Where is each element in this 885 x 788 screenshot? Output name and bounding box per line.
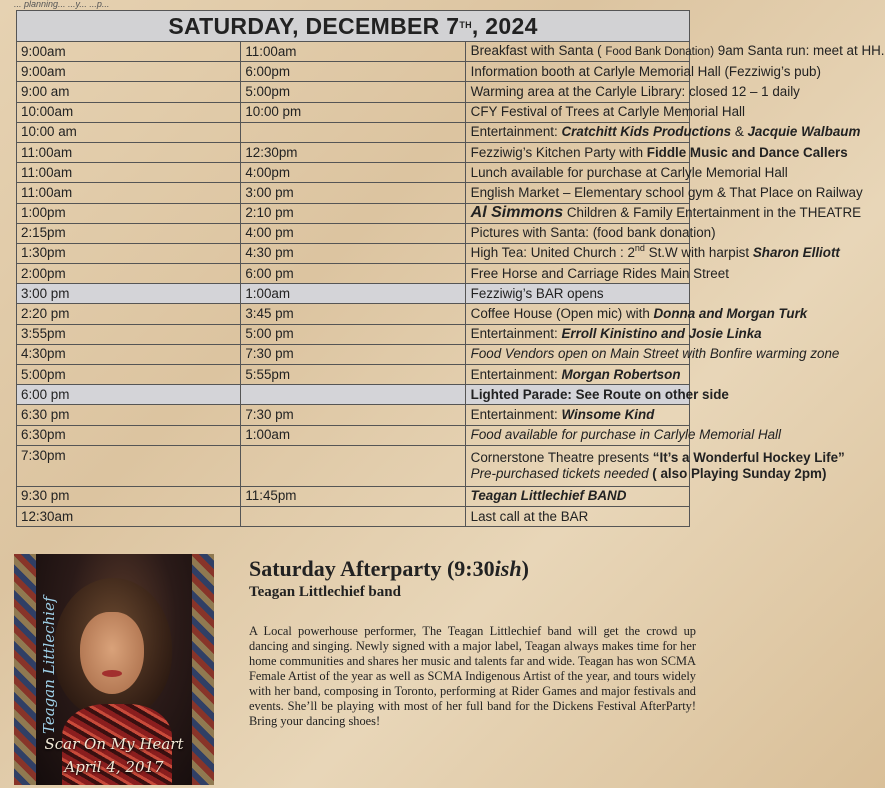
- event-desc: Entertainment: Cratchitt Kids Productions & Jacquie Walbaum: [465, 122, 689, 142]
- schedule-table: [16, 10, 885, 527]
- event-desc: Coffee House (Open mic) with Donna and Morgan Turk: [465, 304, 689, 324]
- table-row: 9:00 am 5:00pm Warming area at the Carlyle Library: closed 12 – 1 daily: [17, 82, 690, 102]
- event-desc: CFY Festival of Trees at Carlyle Memorial Hall: [465, 102, 689, 122]
- event-desc: Entertainment: Erroll Kinistino and Josie Linka: [465, 324, 689, 344]
- table-row: 9:00am 11:00am Breakfast with Santa ( Food Bank Donation) 9am Santa run: meet at HH.: [17, 42, 690, 62]
- table-row: 3:55pm 5:00 pm Entertainment: Erroll Kinistino and Josie Linka: [17, 324, 690, 344]
- table-row: 11:00am 12:30pm Fezziwig’s Kitchen Party with Fiddle Music and Dance Callers: [17, 142, 690, 162]
- album-date: April 4, 2017: [64, 758, 164, 776]
- artist-name-vertical: Teagan Littlechief: [40, 596, 58, 734]
- table-row: 6:30 pm 7:30 pm Entertainment: Winsome Kind: [17, 405, 690, 425]
- event-desc: Lunch available for purchase at Carlyle Memorial Hall: [465, 163, 689, 183]
- event-desc: Pictures with Santa: (food bank donation): [465, 223, 689, 243]
- event-desc: Last call at the BAR: [465, 506, 689, 526]
- event-desc: Warming area at the Carlyle Library: closed 12 – 1 daily: [465, 82, 689, 102]
- event-desc: Breakfast with Santa ( Food Bank Donation) 9am Santa run: meet at HH.: [465, 42, 689, 62]
- table-row: 1:00pm 2:10 pm Al Simmons Children & Family Entertainment in the THEATRE: [17, 203, 690, 223]
- event-desc: Lighted Parade: See Route on other side: [465, 385, 689, 405]
- event-desc: Teagan Littlechief BAND: [465, 486, 689, 506]
- table-row: 7:30pm Cornerstone Theatre presents “It’s a Wonderful Hockey Life” Pre-purchased tickets needed ( also Playing Sunday 2pm): [17, 445, 690, 486]
- album-title: Scar On My Heart: [44, 735, 184, 753]
- event-desc: Free Horse and Carriage Rides Main Street: [465, 264, 689, 284]
- table-row: 9:00am 6:00pm Information booth at Carlyle Memorial Hall (Fezziwig’s pub): [17, 62, 690, 82]
- event-desc: Al Simmons Children & Family Entertainment in the THEATRE: [465, 203, 689, 223]
- table-row: 12:30am Last call at the BAR: [17, 506, 690, 526]
- table-row: 10:00 am Entertainment: Cratchitt Kids Productions & Jacquie Walbaum: [17, 122, 690, 142]
- table-row: 2:00pm 6:00 pm Free Horse and Carriage Rides Main Street: [17, 264, 690, 284]
- event-desc: High Tea: United Church : 2nd St.W with harpist Sharon Elliott: [465, 243, 689, 263]
- photo-lips: [102, 670, 122, 677]
- schedule-header-row: [17, 11, 690, 42]
- photo-face: [80, 612, 144, 694]
- event-desc: Entertainment: Morgan Robertson: [465, 365, 689, 385]
- table-row: 6:00 pm Lighted Parade: See Route on other side: [17, 385, 690, 405]
- afterparty-subtitle: Teagan Littlechief band: [249, 584, 401, 600]
- event-desc: Cornerstone Theatre presents “It’s a Wonderful Hockey Life” Pre-purchased tickets needed ( also Playing Sunday 2pm): [465, 445, 689, 486]
- table-row: 11:00am 3:00 pm English Market – Elementary school gym & That Place on Railway: [17, 183, 690, 203]
- top-strip-text: ... planning... ...y... ...p...: [14, 0, 110, 9]
- table-row: 10:00am 10:00 pm CFY Festival of Trees at Carlyle Memorial Hall: [17, 102, 690, 122]
- event-desc: English Market – Elementary school gym & That Place on Railway: [465, 183, 689, 203]
- table-row: 4:30pm 7:30 pm Food Vendors open on Main Street with Bonfire warming zone: [17, 344, 690, 364]
- table-row: 11:00am 4:00pm Lunch available for purchase at Carlyle Memorial Hall: [17, 163, 690, 183]
- table-row: 6:30pm 1:00am Food available for purchase in Carlyle Memorial Hall: [17, 425, 690, 445]
- event-desc: Information booth at Carlyle Memorial Hall (Fezziwig’s pub): [465, 62, 689, 82]
- event-desc: Food available for purchase in Carlyle Memorial Hall: [465, 425, 689, 445]
- schedule-title: SATURDAY, DECEMBER 7TH, 2024: [17, 11, 690, 42]
- table-row: 9:30 pm 11:45pm Teagan Littlechief BAND: [17, 486, 690, 506]
- event-desc: Fezziwig’s Kitchen Party with Fiddle Music and Dance Callers: [465, 142, 689, 162]
- table-row: 3:00 pm 1:00am Fezziwig’s BAR opens: [17, 284, 690, 304]
- event-desc: Fezziwig’s BAR opens: [465, 284, 689, 304]
- afterparty-body: A Local powerhouse performer, The Teagan Littlechief band will get the crowd up dancing and singing. Newly signed with a major label, Teagan always makes time for her home communities and shares her music and talents far and wide. Teagan has won SCMA Female Artist of the year as well as SCMA Indigenous Artist of the year, and tours widely with her band, composing in Toronto, performing at Rider Games and major festivals and events. She’ll be playing with most of her full band for the Dickens Festival AfterParty! Bring your dancing shoes!: [249, 624, 696, 728]
- table-row: 2:15pm 4:00 pm Pictures with Santa: (food bank donation): [17, 223, 690, 243]
- table-row: 1:30pm 4:30 pm High Tea: United Church : 2nd St.W with harpist Sharon Elliott: [17, 243, 690, 263]
- table-row: 2:20 pm 3:45 pm Coffee House (Open mic) with Donna and Morgan Turk: [17, 304, 690, 324]
- table-row: 5:00pm 5:55pm Entertainment: Morgan Robertson: [17, 365, 690, 385]
- event-desc: Entertainment: Winsome Kind: [465, 405, 689, 425]
- afterparty-title: Saturday Afterparty (9:30ish): [249, 556, 529, 581]
- event-desc: Food Vendors open on Main Street with Bonfire warming zone: [465, 344, 689, 364]
- album-cover-photo: [14, 554, 214, 785]
